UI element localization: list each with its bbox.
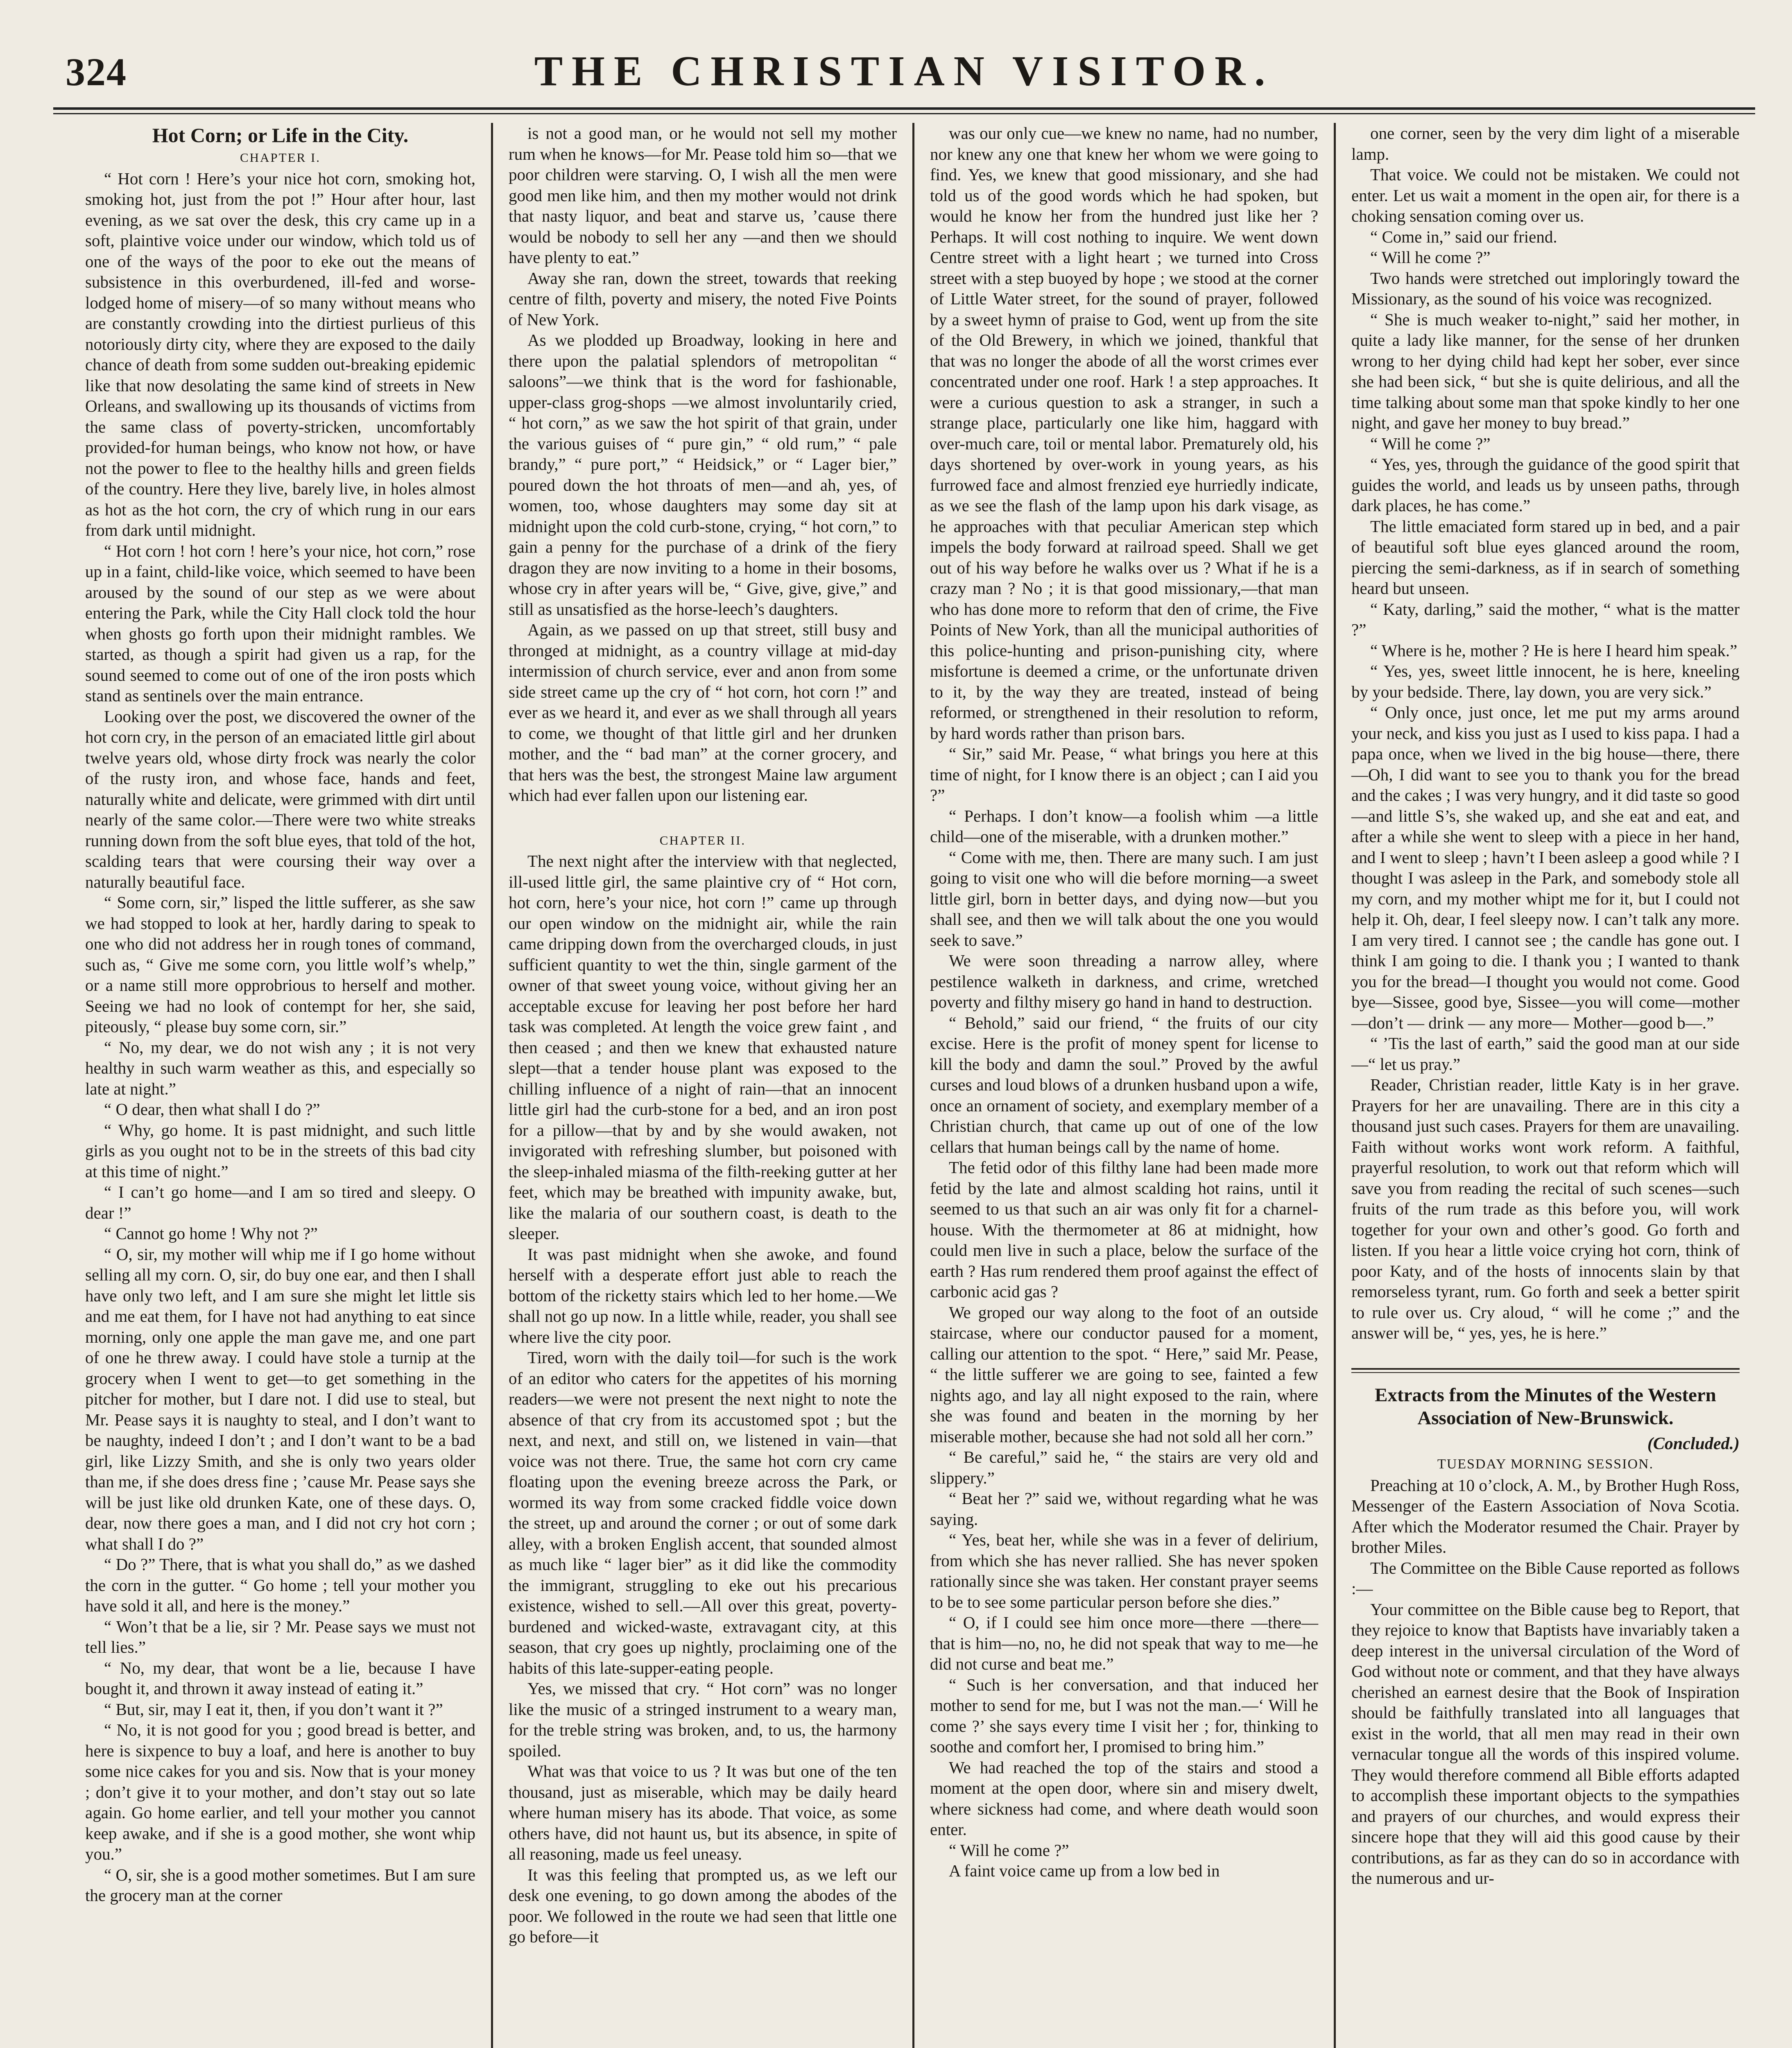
column-4	[1334, 123, 1755, 2048]
column-1	[70, 123, 491, 2048]
column-4-body	[1351, 123, 1740, 1343]
paragraph: It was past midnight when she awoke, and found herself with a desperate effort just able to reach the bottom of the ricketty stairs which led to her home.—We shall not go up now. In a little while, reader, you shall see where live the city poor.	[509, 1244, 897, 1346]
paragraph: “ Yes, yes, sweet little innocent, he is here, kneeling by your bedside. There, lay down, you are very sick.”	[1351, 662, 1740, 701]
chapter-heading: CHAPTER I.	[240, 150, 321, 165]
paragraph: “ Will he come ?”	[1370, 248, 1491, 267]
masthead	[53, 41, 1755, 98]
paragraph: was our only cue—we knew no name, had no number, nor knew any one that knew her whom we were going to find. Yes, we knew that good missionary, and she had told us of the good words which he had spoken, but would he know her from the hundred just like her ? Perhaps. It will cost nothing to inquire. We went down Centre street with a light heart ; we turned into Cross street with a step buoyed by hope ; we stood at the corner of Little Water street, for the sound of prayer, followed by a sweet hymn of praise to God, went up from the site of the Old Brewery, in which we joined, thankful that that was no longer the abode of all the worst crimes ever concentrated under one roof. Hark ! a step approaches. It were a curious question to ask a stranger, in such a strange place, particularly one like him, haggard with over-much care, toil or mental labor. Prematurely old, his days shortened by over-work in young years, as his furrowed face and almost frenzied eye hurriedly indicate, as we see the flash of the lamp upon his dark visage, as he approaches with that peculiar American step which impels the body forward at railroad speed. Shall we get out of his way before he walks over us ? What if he is a crazy man ? No ; it is that good missionary,—that man who has done more to reform that den of crime, the Five Points of New York, than all the municipal authorities of this police-hunting and prison-punishing city, where misfortune is deemed a crime, or the unfortunate driven to it, by the way they are treated, instead of being reformed, or strengthened in their resolution to reform, by hard words rather than prison bars.	[930, 124, 1318, 743]
paragraph: “ Some corn, sir,” lisped the little sufferer, as she saw we had stopped to look at her, hardly daring to speak to one who did not address her in rough tones of command, such as, “ Give me some corn, you little wolf’s whelp,” or a name still more opprobrious to herself and mother. Seeing we had no look of contempt for her, she said, piteously, “ please buy some corn, sir.”	[85, 893, 475, 1036]
paragraph: “ No, it is not good for you ; good bread is better, and here is sixpence to buy a loaf, and here is another to buy some nice cakes for you and sis. Now that is your money ; don’t give it to your mother, and don’t stay out so late again. Go home earlier, and tell your mother you cannot keep awake, and if she is a good mother, she wont whip you.”	[85, 1720, 475, 1863]
paragraph: “ Come with me, then. There are many such. I am just going to visit one who will die before morning—a sweet little girl, born in better days, and dying now—but you shall see, and then we will talk about the one you would seek to save.”	[930, 847, 1318, 949]
paragraph: We were soon threading a narrow alley, where pestilence walketh in darkness, and crime, wretched poverty and filthy misery go hand in hand to destruction.	[930, 951, 1318, 1011]
paragraph: “ Beat her ?” said we, without regarding what he was saying.	[930, 1489, 1318, 1529]
journal-title: THE CHRISTIAN VISITOR.	[534, 48, 1274, 95]
paragraph: Preaching at 10 o’clock, A. M., by Brother Hugh Ross, Messenger of the Eastern Association of Nova Scotia. After which the Moderator resumed the Chair. Prayer by brother Miles.	[1351, 1475, 1740, 1556]
column-2-body-b	[509, 851, 897, 1947]
paragraph: “ O, sir, she is a good mother sometimes. But I am sure the grocery man at the corner	[85, 1865, 475, 1905]
chapter-heading-2: CHAPTER II.	[659, 833, 746, 847]
paragraph: A faint voice came up from a low bed in	[949, 1861, 1220, 1880]
paragraph: “ Won’t that be a lie, sir ? Mr. Pease says we must not tell lies.”	[85, 1617, 475, 1656]
paragraph: Two hands were stretched out imploringly toward the Missionary, as the sound of his voice was recognized.	[1351, 268, 1740, 308]
column-2	[491, 123, 912, 2048]
paragraph: “ No, my dear, we do not wish any ; it is not very healthy in such warm weather as this, and especially so late at night.”	[85, 1038, 475, 1098]
paragraph: “ Behold,” said our friend, “ the fruits of our city excise. Here is the profit of money spent for license to kill the body and damn the soul.” Proved by the awful curses and loud blows of a drunken husband upon a wife, once an ornament of society, and exemplary member of a Christian church, that came up out of one of the low cellars that human beings call by the name of home.	[930, 1013, 1318, 1156]
paragraph: “ Sir,” said Mr. Pease, “ what brings you here at this time of night, for I know there is an object ; can I aid you ?”	[930, 744, 1318, 804]
paragraph: “ Yes, beat her, while she was in a fever of delirium, from which she has never rallied. She has never spoken rationally since she was taken. Her constant prayer seems to be to see some particular person before she dies.”	[930, 1530, 1318, 1611]
paragraph: It was this feeling that prompted us, as we left our desk one evening, to go down among the abodes of the poor. We followed in the route we had seen that little one go before—it	[509, 1865, 897, 1946]
paragraph: Your committee on the Bible cause beg to Report, that they rejoice to know that Baptists have invariably taken a deep interest in the universal circulation of the Word of God without note or comment, and that they have always cherished an earnest desire that the Book of Inspiration should be faithfully translated into all languages that exist in the world, that all men may read in their own vernacular tongue all the words of this inspired volume. They would therefore commend all Bible efforts adapted to accomplish these important objects to the sympathies and prayers of our churches, and would express their sincere hope that they will aid this good cause by their contributions, as far as they can do so in accordance with the numerous and ur-	[1351, 1599, 1740, 1887]
text-columns	[70, 123, 1755, 2048]
article-2-body	[1351, 1475, 1740, 1889]
paragraph: “ Why, go home. It is past midnight, and such little girls as you ought not to be in the streets of this bad city at this time of night.”	[85, 1120, 475, 1181]
paragraph: What was that voice to us ? It was but one of the ten thousand, just as miserable, which may be daily heard where human misery has its abode. That voice, as some others have, did not haunt us, but its absence, in spite of all reasoning, made us feel uneasy.	[509, 1762, 897, 1863]
paragraph: “ Only once, just once, let me put my arms around your neck, and kiss you just as I used to kiss papa. I had a papa once, when we lived in the big house—there, there—Oh, I did want to see you to thank you for the bread and the cakes ; I was very hungry, and it did taste so good—and little S’s, she waked up, and she eat and eat, and after a while she went to sleep with a piece in her hand, and I went to sleep ; havn’t I been asleep a good while ? I thought I was asleep in the Park, and somebody stole all my corn, and my mother whipt me for it, but I could not help it. Oh, dear, I feel sleepy now. I can’t talk any more. I am very tired. I cannot see ; the candle has gone out. I think I am going to die. I thank you ; I wanted to thank you for the bread—I thought you would not come. Good bye—Sissee, good bye, Sissee—you will come—mother—don’t — drink — any more— Mother—good b—.”	[1351, 703, 1740, 1032]
paragraph: “ ’Tis the last of earth,” said the good man at our side—“ let us pray.”	[1351, 1034, 1740, 1074]
paragraph: The little emaciated form stared up in bed, and a pair of beautiful soft blue eyes glanced around the room, piercing the semi-darkness, as if in search of something heard but unseen.	[1351, 517, 1740, 598]
article-divider	[1351, 1368, 1740, 1373]
page-number: 324	[66, 50, 127, 94]
paragraph: “ Hot corn ! hot corn ! here’s your nice, hot corn,” rose up in a faint, child-like voice, which seemed to have been aroused by the sound of our step as we were about entering the Park, while the City Hall clock told the hour when ghosts go forth upon their midnight rambles. We started, as though a spirit had given us a rap, for the sound seemed to come out of one of the iron posts which stand as sentinels over the main entrance.	[85, 541, 475, 705]
paragraph: We groped our way along to the foot of an outside staircase, where our conductor paused for a moment, calling our attention to the spot. “ Here,” said Mr. Pease, “ the little sufferer we are going to see, fainted a few nights ago, and lay all night exposed to the rain, where she was found and beaten in the morning by her miserable mother, because she had not sold all her corn.”	[930, 1303, 1318, 1446]
paragraph: “ Do ?” There, that is what you shall do,” as we dashed the corn in the gutter. “ Go home ; tell your mother you have sold it all, and here is the money.”	[85, 1555, 475, 1615]
paragraph: Yes, we missed that cry. “ Hot corn” was no longer like the music of a stringed instrument to a weary man, for the treble string was broken, and, to us, the harmony spoiled.	[509, 1679, 897, 1760]
column-3	[912, 123, 1334, 2048]
paragraph: The next night after the interview with that neglected, ill-used little girl, the same plaintive cry of “ Hot corn, hot corn, here’s your nice, hot corn !” came up through our open window on the midnight air, while the rain came dripping down from the overcharged clouds, in just sufficient quantity to wet the thin, single garment of the owner of that sweet young voice, without giving her an acceptable excuse for leaving her post before her hard task was completed. At length the voice grew faint , and then ceased ; and then we knew that exhausted nature slept—that a tender house plant was exposed to the chilling influence of a night of rain—that an innocent little girl had the curb-stone for a bed, and an iron post for a pillow—that by and by she would awaken, not invigorated with refreshing slumber, but poisoned with the sleep-inhaled miasma of the filth-reeking gutter at her feet, which may be breathed with impunity awake, but, like the malaria of our southern coast, is death to the sleeper.	[509, 852, 897, 1243]
paragraph: Tired, worn with the daily toil—for such is the work of an editor who caters for the appetites of his morning readers—we were not present the next night to note the absence of that cry from its accustomed spot ; but the next, and next, and still on, we listened in vain—that voice was not there. True, the same hot corn cry came floating upon the evening breeze across the Park, or wormed its way from some cracked fiddle voice down the street, up and around the corner ; or out of some dark alley, with a broken English accent, that sounded almost as much like “ lager bier” as it did like the commodity the immigrant, struggling to eke out his precarious existence, wished to sell.—All over this great, poverty-burdened and wicked-waste, extravagant city, at this season, that cry goes up nightly, proclaiming one of the habits of this late-supper-eating people.	[509, 1348, 897, 1677]
masthead-rule	[53, 107, 1755, 114]
paragraph: Looking over the post, we discovered the owner of the hot corn cry, in the person of an emaciated little girl about twelve years old, whose dirty frock was nearly the color of the rusty iron, and whose face, hands and feet, naturally white and delicate, were grimmed with dirt until nearly of the same color.—There were two white streaks running down from the soft blue eyes, that told of the hot, scalding tears that were coursing their way over a naturally beautiful face.	[85, 707, 475, 891]
column-2-body-a	[509, 123, 897, 806]
column-3-body	[930, 123, 1318, 1881]
paragraph: Reader, Christian reader, little Katy is in her grave. Prayers for her are unavailing. There are in this city a thousand just such cases. Prayers for them are unavailing. Faith without works wont work reform. A faithful, prayerful resolution, to work out that reform which will save you from reading the recital of such scenes—such fruits of the rum trade as this before you, will work together for your own and other’s good. Go forth and listen. If you hear a little voice crying hot corn, think of poor Katy, and of the hosts of innocents slain by that remorseless tyrant, rum. Go forth and seek a better spirit to rule over us. Cry aloud, “ will he come ;” and the answer will be, “ yes, yes, he is here.”	[1351, 1075, 1740, 1342]
paragraph: “ Will he come ?”	[1370, 434, 1491, 453]
paragraph: “ No, my dear, that wont be a lie, because I have bought it, and thrown it away instead of eating it.”	[85, 1658, 475, 1698]
paragraph: “ Perhaps. I don’t know—a foolish whim —a little child—one of the miserable, with a drunken mother.”	[930, 806, 1318, 846]
session-heading: TUESDAY MORNING SESSION.	[1437, 1457, 1654, 1472]
paragraph: As we plodded up Broadway, looking in here and there upon the palatial splendors of metropolitan “ saloons”—we think that is the word for fashionable, upper-class grog-shops —we almost involuntarily cried, “ hot corn,” as we saw the hot spirit of that grain, under the various guises of “ pure gin,” “ old rum,” “ pale brandy,” “ pure port,” “ Heidsick,” or “ Lager bier,” poured down the hot throats of men—and ah, yes, of women, too, whose daughters may some day sit at midnight upon the cold curb-stone, crying, “ hot corn,” to gain a penny for the purchase of a drink of the fiery dragon they are now inviting to a home in their bosoms, whose cry in after years will be, “ Give, give, give,” and still as unsatisfied as the horse-leech’s daughters.	[509, 331, 897, 618]
paragraph: The fetid odor of this filthy lane had been made more fetid by the late and almost scalding hot rains, until it seemed to us that such an air was only fit for a charnel-house. With the thermometer at 86 at midnight, how could men live in such a place, below the surface of the earth ? Has rum rendered them proof against the effect of carbonic acid gas ?	[930, 1158, 1318, 1301]
paragraph: “ Yes, yes, through the guidance of the good spirit that guides the world, and leads us by unseen paths, through dark places, he has come.”	[1351, 455, 1740, 515]
concluded-note: (Concluded.)	[1647, 1434, 1740, 1453]
paragraph: “ Such is her conversation, and that induced her mother to send for me, but I was not the man.—‘ Will he come ?’ she says every time I visit her ; for, thinking to soothe and comfort her, I promised to bring him.”	[930, 1675, 1318, 1756]
paragraph: “ Katy, darling,” said the mother, “ what is the matter ?”	[1351, 599, 1740, 639]
article-title: Hot Corn; or Life in the City.	[152, 124, 409, 147]
paragraph: “ Cannot go home ! Why not ?”	[104, 1224, 318, 1243]
paragraph: That voice. We could not be mistaken. We could not enter. Let us wait a moment in the open air, for there is a choking sensation coming over us.	[1351, 165, 1740, 225]
paragraph: “ O dear, then what shall I do ?”	[104, 1100, 320, 1119]
paragraph: Again, as we passed on up that street, still busy and thronged at midnight, as a country village at mid-day intermission of church service, ever and anon from some side street came up the cry of “ hot corn, hot corn !” and ever as we heard it, and ever as we shall through all years to come, we thought of that little girl and her drunken mother, and the “ bad man” at the corner grocery, and that hers was the best, the strongest Maine law argument which had ever fallen upon our listening ear.	[509, 620, 897, 804]
article-2-title: Extracts from the Minutes of the Western Association of New-Brunswick.	[1375, 1384, 1716, 1429]
paragraph: one corner, seen by the very dim light of a miserable lamp.	[1351, 124, 1740, 163]
paragraph: “ She is much weaker to-night,” said her mother, in quite a lady like manner, for the sense of her drunken wrong to her dying child had kept her sober, ever since she had been sick, “ but she is quite delirious, and all the time talking about some man that spoke kindly to her one night, and gave her money to buy bread.”	[1351, 310, 1740, 432]
paragraph: Away she ran, down the street, towards that reeking centre of filth, poverty and misery, the noted Five Points of New York.	[509, 268, 897, 329]
paragraph: “ Hot corn ! Here’s your nice hot corn, smoking hot, smoking hot, just from the pot !” Hour after hour, last evening, as we sat over the desk, this cry came up in a soft, plaintive voice under our window, which told us of one of the ways of the poor to eke out the means of subsistence in this overburdened, ill-fed and worse-lodged home of misery—of so many without means who are constantly crowding into the dirtiest purlieus of this notoriously dirty city, where they are exposed to the daily chance of death from some sudden out-breaking epidemic like that now desolating the same kind of streets in New Orleans, and swallowing up its thousands of victims from the same class of poverty-stricken, uncomfortably provided-for human beings, who know not how, or have not the power to flee to the healthy hills and green fields of the country. Here they live, barely live, in holes almost as hot as the hot corn, the cry of which rung in our ears from dark until midnight.	[85, 169, 475, 539]
paragraph: The Committee on the Bible Cause reported as follows :—	[1351, 1558, 1740, 1598]
paragraph: “ I can’t go home—and I am so tired and sleepy. O dear !”	[85, 1183, 475, 1222]
paragraph: “ Be careful,” said he, “ the stairs are very old and slippery.”	[930, 1448, 1318, 1487]
paragraph: is not a good man, or he would not sell my mother rum when he knows—for Mr. Pease told him so—that we poor children were starving. O, I wish all the men were good men like him, and then my mother would not drink that nasty liquor, and beat and starve us, ’cause there would be nobody to sell her any —and then we should have plenty to eat.”	[509, 124, 897, 267]
paragraph: “ O, if I could see him once more—there —there—that is him—no, no, he did not speak that way to me—he did not curse and beat me.”	[930, 1613, 1318, 1673]
paragraph: “ Will he come ?”	[949, 1840, 1069, 1860]
paragraph: “ O, sir, my mother will whip me if I go home without selling all my corn. O, sir, do buy one ear, and then I shall have only two left, and I am sure she might let little sis and me eat them, for I have not had anything to eat since morning, only one apple the man gave me, and one part of one he threw away. I could have stole a turnip at the grocery when I went to get—to get something in the pitcher for mother, but I dare not. I did use to steal, but Mr. Pease says it is naughty to steal, and I don’t want to be naughty, indeed I don’t ; and I don’t want to be a bad girl, like Lizzy Smith, and she is only two years older than me, if she does dress fine ; ’cause Mr. Pease says she will be just like old drunken Kate, one of these days. O, dear, now there goes a man, and I did not cry hot corn ; what shall I do ?”	[85, 1244, 475, 1553]
paragraph: “ Where is he, mother ? He is here I heard him speak.”	[1370, 641, 1738, 660]
paragraph: We had reached the top of the stairs and stood a moment at the open door, where sin and misery dwelt, where sickness had come, and where death would soon enter.	[930, 1758, 1318, 1839]
paragraph: “ But, sir, may I eat it, then, if you don’t want it ?”	[104, 1699, 443, 1719]
paragraph: “ Come in,” said our friend.	[1370, 227, 1557, 246]
column-1-body	[85, 168, 475, 1906]
